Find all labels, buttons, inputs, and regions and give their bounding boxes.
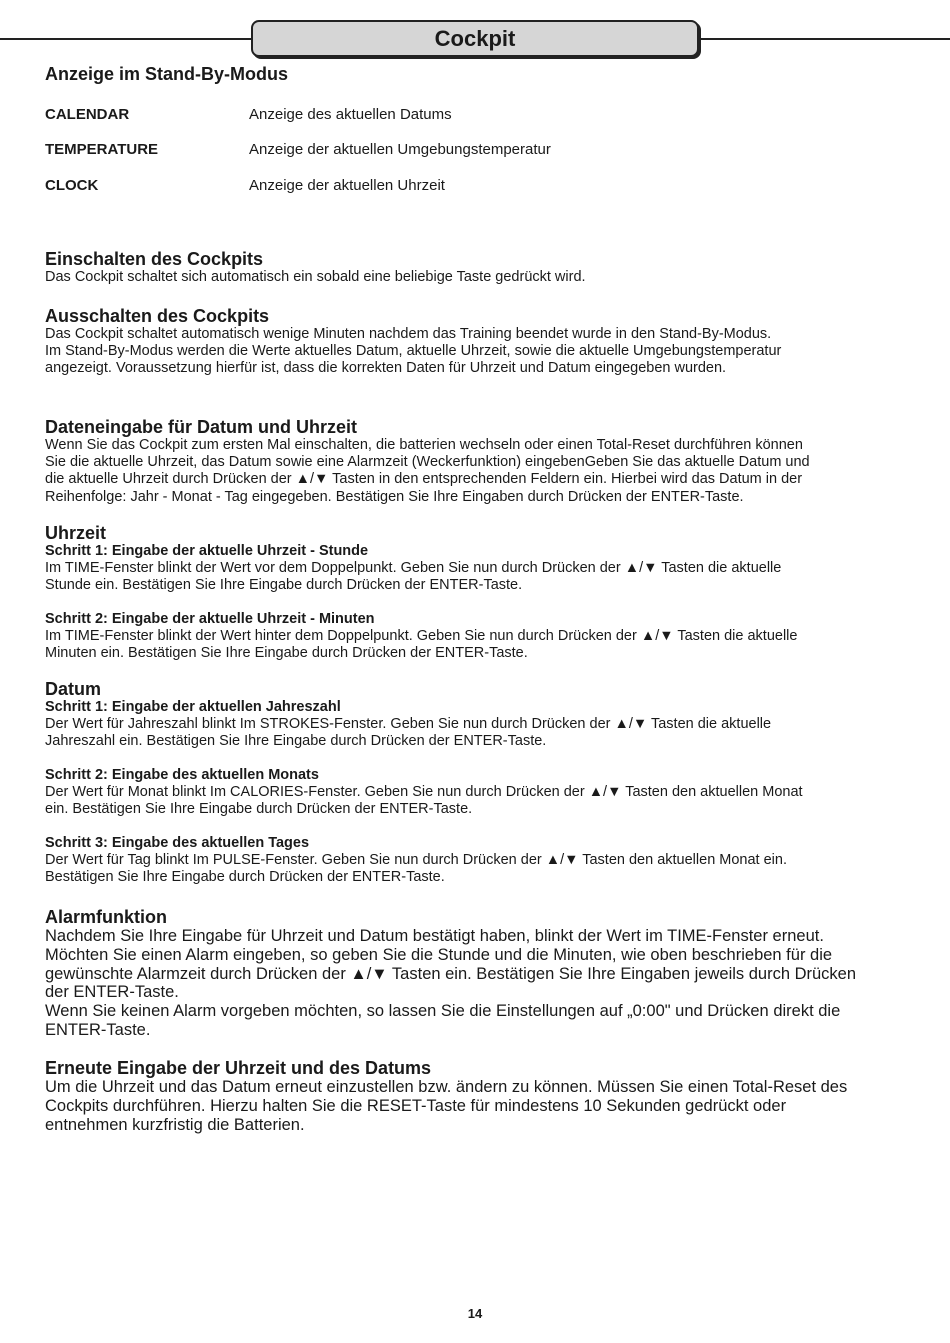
paragraph-line: Wenn Sie das Cockpit zum ersten Mal einschalten, die batterien wechseln oder einen Total-Reset durchführen können	[45, 437, 803, 453]
paragraph-line: Der Wert für Tag blinkt Im PULSE-Fenster. Geben Sie nun durch Drücken der ▲/▼ Tasten den aktuellen Monat ein.	[45, 852, 787, 869]
paragraph-line: Stunde ein. Bestätigen Sie Ihre Eingabe durch Drücken der ENTER-Taste.	[45, 577, 523, 594]
standby-key: TEMPERATURE	[45, 141, 159, 158]
section-uhrzeit	[45, 523, 915, 595]
paragraph-line: Der Wert für Jahreszahl blinkt Im STROKES-Fenster. Geben Sie nun durch Drücken der ▲/▼ Tasten die aktuelle	[45, 716, 772, 733]
section-ausschalten	[45, 306, 915, 378]
paragraph-line: Minuten ein. Bestätigen Sie Ihre Eingabe durch Drücken der ENTER-Taste.	[45, 645, 528, 662]
section-heading: Datum	[45, 679, 102, 699]
page-number: 14	[467, 1306, 483, 1321]
section-einschalten	[45, 249, 915, 286]
paragraph-line: Bestätigen Sie Ihre Eingabe durch Drücken der ENTER-Taste.	[45, 869, 445, 886]
section-heading: Ausschalten des Cockpits	[45, 306, 270, 326]
paragraph-line: Cockpits durchführen. Hierzu halten Sie die RESET-Taste für mindestens 10 Sekunden gedrückt oder	[45, 1096, 787, 1115]
paragraph-line: angezeigt. Voraussetzung hierfür ist, dass die korrekten Daten für Uhrzeit und Datum eingegeben wurden.	[45, 360, 727, 377]
standby-heading: Anzeige im Stand-By-Modus	[45, 64, 289, 84]
paragraph-line: entnehmen kurzfristig die Batterien.	[45, 1115, 305, 1134]
section-heading: Einschalten des Cockpits	[45, 249, 264, 269]
step-title: Schritt 1: Eingabe der aktuellen Jahreszahl	[45, 699, 341, 715]
paragraph-line: ein. Bestätigen Sie Ihre Eingabe durch Drücken der ENTER-Taste.	[45, 801, 473, 818]
section-dateneingabe	[45, 417, 915, 506]
paragraph-line: Der Wert für Monat blinkt Im CALORIES-Fenster. Geben Sie nun durch Drücken der ▲/▼ Tasten den aktuellen Monat	[45, 784, 803, 801]
section-erneut	[45, 1058, 915, 1134]
section-heading: Dateneingabe für Datum und Uhrzeit	[45, 417, 358, 437]
datum-step-3	[45, 835, 915, 887]
section-heading: Alarmfunktion	[45, 907, 168, 927]
step-title: Schritt 3: Eingabe des aktuellen Tages	[45, 835, 310, 851]
uhrzeit-step-2	[45, 611, 915, 663]
header-rule-right	[698, 38, 950, 40]
standby-value: Anzeige des aktuellen Datums	[249, 106, 452, 123]
standby-value: Anzeige der aktuellen Umgebungstemperatur	[249, 141, 551, 158]
section-alarm	[45, 907, 915, 1040]
paragraph-line: Wenn Sie keinen Alarm vorgeben möchten, so lassen Sie die Einstellungen auf „0:00" und Drücken direkt die	[45, 1002, 841, 1021]
paragraph-line: Reihenfolge: Jahr - Monat - Tag eingegeben. Bestätigen Sie Ihre Eingaben durch Drücken der ENTER-Taste.	[45, 488, 744, 505]
paragraph-line: der ENTER-Taste.	[45, 983, 179, 1002]
paragraph-line: die aktuelle Uhrzeit durch Drücken der ▲/▼ Tasten in den entsprechenden Feldern ein. Hierbei wird das Datum in der	[45, 471, 803, 488]
standby-key: CALENDAR	[45, 106, 130, 123]
paragraph-line: Möchten Sie einen Alarm eingeben, so geben Sie die Stunde und die Minuten, wie oben beschrieben für die	[45, 945, 833, 964]
paragraph-line: Jahreszahl ein. Bestätigen Sie Ihre Eingabe durch Drücken der ENTER-Taste.	[45, 733, 547, 750]
paragraph-line: Im TIME-Fenster blinkt der Wert vor dem Doppelpunkt. Geben Sie nun durch Drücken der ▲/▼ Tasten die aktuelle	[45, 560, 782, 577]
paragraph-line: Sie die aktuelle Uhrzeit, das Datum sowie eine Alarmzeit (Weckerfunktion) eingebenGeben Sie das aktuelle Datum und	[45, 454, 810, 471]
standby-key: CLOCK	[45, 177, 99, 194]
standby-value: Anzeige der aktuellen Uhrzeit	[249, 177, 445, 194]
paragraph-line: Das Cockpit schaltet sich automatisch ein sobald eine beliebige Taste gedrückt wird.	[45, 269, 586, 285]
paragraph-line: Im TIME-Fenster blinkt der Wert hinter dem Doppelpunkt. Geben Sie nun durch Drücken der ▲/▼ Tasten die aktuelle	[45, 628, 798, 645]
paragraph-line: Im Stand-By-Modus werden die Werte aktuelles Datum, aktuelle Uhrzeit, sowie die aktuelle Umgebungstemperatur	[45, 343, 782, 360]
section-datum	[45, 679, 915, 751]
step-title: Schritt 1: Eingabe der aktuelle Uhrzeit - Stunde	[45, 543, 369, 559]
paragraph-line: ENTER-Taste.	[45, 1020, 151, 1039]
paragraph-line: Das Cockpit schaltet automatisch wenige Minuten nachdem das Training beendet wurde in den Stand-By-Modus.	[45, 326, 772, 342]
paragraph-line: Nachdem Sie Ihre Eingabe für Uhrzeit und Datum bestätigt haben, blinkt der Wert im TIME-Fenster erneut.	[45, 927, 824, 945]
section-heading: Erneute Eingabe der Uhrzeit und des Datums	[45, 1058, 432, 1078]
page-title: Cockpit	[251, 20, 699, 57]
step-title: Schritt 2: Eingabe des aktuellen Monats	[45, 767, 319, 783]
paragraph-line: gewünschte Alarmzeit durch Drücken der ▲/▼ Tasten ein. Bestätigen Sie Ihre Eingaben jeweils durch Drücken	[45, 964, 857, 983]
datum-step-2	[45, 767, 915, 819]
step-title: Schritt 2: Eingabe der aktuelle Uhrzeit - Minuten	[45, 611, 375, 627]
section-heading: Uhrzeit	[45, 523, 107, 543]
paragraph-line: Um die Uhrzeit und das Datum erneut einzustellen bzw. ändern zu können. Müssen Sie einen Total-Reset des	[45, 1078, 848, 1096]
header-rule-left	[0, 38, 252, 40]
